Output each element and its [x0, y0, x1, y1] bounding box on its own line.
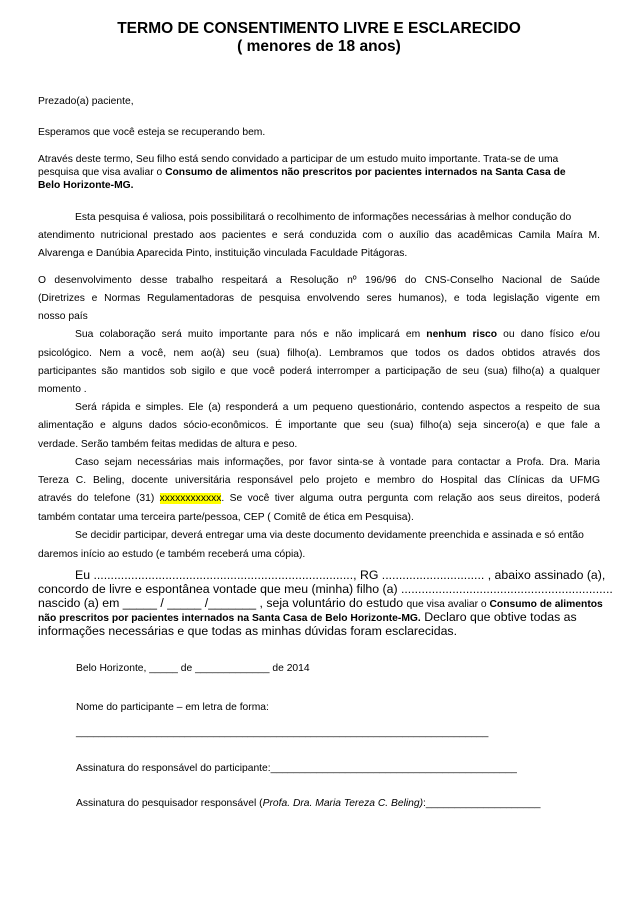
- colab-line-1: Sua colaboração será muito importante para nós e não implicará em nenhum risco ou dano físico e/ou: [75, 329, 600, 340]
- phone-number-highlight: xxxxxxxxxxxx: [159, 493, 222, 504]
- researcher-name: Profa. Dra. Maria Tereza C. Beling): [262, 798, 424, 809]
- consent-line-5: informações necessárias e que todas as minhas dúvidas foram esclarecidas.: [38, 624, 457, 638]
- rapida-line-3: verdade. Serão também feitas medidas de altura e peso.: [38, 439, 298, 450]
- intro-line-3: Belo Horizonte-MG.: [38, 180, 134, 191]
- participant-name-label: Nome do participante – em letra de forma:: [76, 702, 269, 713]
- consent-line-2: concordo de livre e espontânea vontade que meu (minha) filho (a) ..............................................................: [38, 582, 613, 596]
- document-title: TERMO DE CONSENTIMENTO LIVRE E ESCLARECIDO: [117, 20, 521, 37]
- greeting: Prezado(a) paciente,: [38, 96, 134, 107]
- decidir-line-1: Se decidir participar, deverá entregar uma via deste documento devidamente preenchida e assinada e só então: [75, 530, 584, 541]
- caso-line-3: através do telefone (31) xxxxxxxxxxxx. Se você tiver alguma outra pergunta com relação aos seus direitos, poderá: [38, 493, 600, 504]
- intro-line-2: pesquisa que visa avaliar o Consumo de alimentos não prescritos por pacientes internados na Santa Casa de: [38, 167, 566, 178]
- consent-line-3: nascido (a) em _____ / _____ /_______ , seja voluntário do estudo que visa avaliar o Consumo de alimentos: [38, 596, 603, 610]
- date-line: Belo Horizonte, _____ de _____________ de 2014: [76, 663, 310, 674]
- caso-line-4: também contatar uma terceira parte/pessoa, CEP ( Comitê de ética em Pesquisa).: [38, 512, 414, 523]
- colab-line-4: momento .: [38, 384, 87, 395]
- wish-text: Esperamos que você esteja se recuperando bem.: [38, 127, 266, 138]
- rapida-line-1: Será rápida e simples. Ele (a) responderá a um pequeno questionário, contendo aspectos a respeito de sua: [75, 402, 600, 413]
- study-title: Consumo de alimentos não prescritos por pacientes internados na Santa Casa de: [165, 167, 566, 178]
- consent-line-1: Eu ............................................................................, RG .............................. , abaixo assinado (a),: [75, 568, 606, 582]
- intro-line-1: Através deste termo, Seu filho está sendo convidado a participar de um estudo muito importante. Trata-se de uma: [38, 154, 559, 165]
- document-subtitle: ( menores de 18 anos): [237, 38, 401, 55]
- guardian-signature-line: Assinatura do responsável do participante:___________________________________________: [76, 763, 517, 774]
- desenv-line-3: nosso país: [38, 311, 88, 322]
- colab-line-3: participantes são mantidos sob sigilo e que você poderá interromper a participação de seu (sua) filho(a) a qualquer: [38, 366, 600, 377]
- rapida-line-2: alimentação e alguns dados sócio-econômicos. É importante que seu (sua) filho(a) seja sincero(a) e que fale a: [38, 420, 600, 431]
- valiosa-line-2: atendimento nutricional prestado aos pacientes e será conduzida com o auxílio das acadêmicas Camila Maíra M.: [38, 230, 600, 241]
- desenv-line-2: (Diretrizes e Normas Regulamentadoras de pesquisa envolvendo seres humanos), e toda legislação vigente em: [38, 293, 600, 304]
- desenv-line-1: O desenvolvimento desse trabalho respeitará a Resolução nº 196/96 do CNS-Conselho Nacional de Saúde: [38, 275, 600, 286]
- consent-line-4: não prescritos por pacientes internados na Santa Casa de Belo Horizonte-MG. Declaro que obtive todas as: [38, 610, 577, 624]
- researcher-signature-line: Assinatura do pesquisador responsável (Profa. Dra. Maria Tereza C. Beling):____________________: [76, 798, 541, 809]
- participant-name-blank: ________________________________________________________________________: [76, 727, 489, 738]
- caso-line-1: Caso sejam necessárias mais informações, por favor sinta-se à vontade para contactar a Profa. Dra. Maria: [75, 457, 600, 468]
- decidir-line-2: daremos início ao estudo (e também receberá uma cópia).: [38, 549, 306, 560]
- valiosa-line-3: Alvarenga e Danúbia Aparecida Pinto, instituição vinculada Faculdade Pitágoras.: [38, 248, 408, 259]
- colab-line-2: psicológico. Nem a você, nem ao(à) seu (sua) filho(a). Lembramos que todos os dados obtidos através dos: [38, 348, 600, 359]
- caso-line-2: Tereza C. Beling, docente universitária responsável pelo projeto e membro do Hospital das Clínicas da UFMG: [38, 475, 600, 486]
- valiosa-line-1: Esta pesquisa é valiosa, pois possibilitará o recolhimento de informações necessárias à melhor condução do: [75, 212, 572, 223]
